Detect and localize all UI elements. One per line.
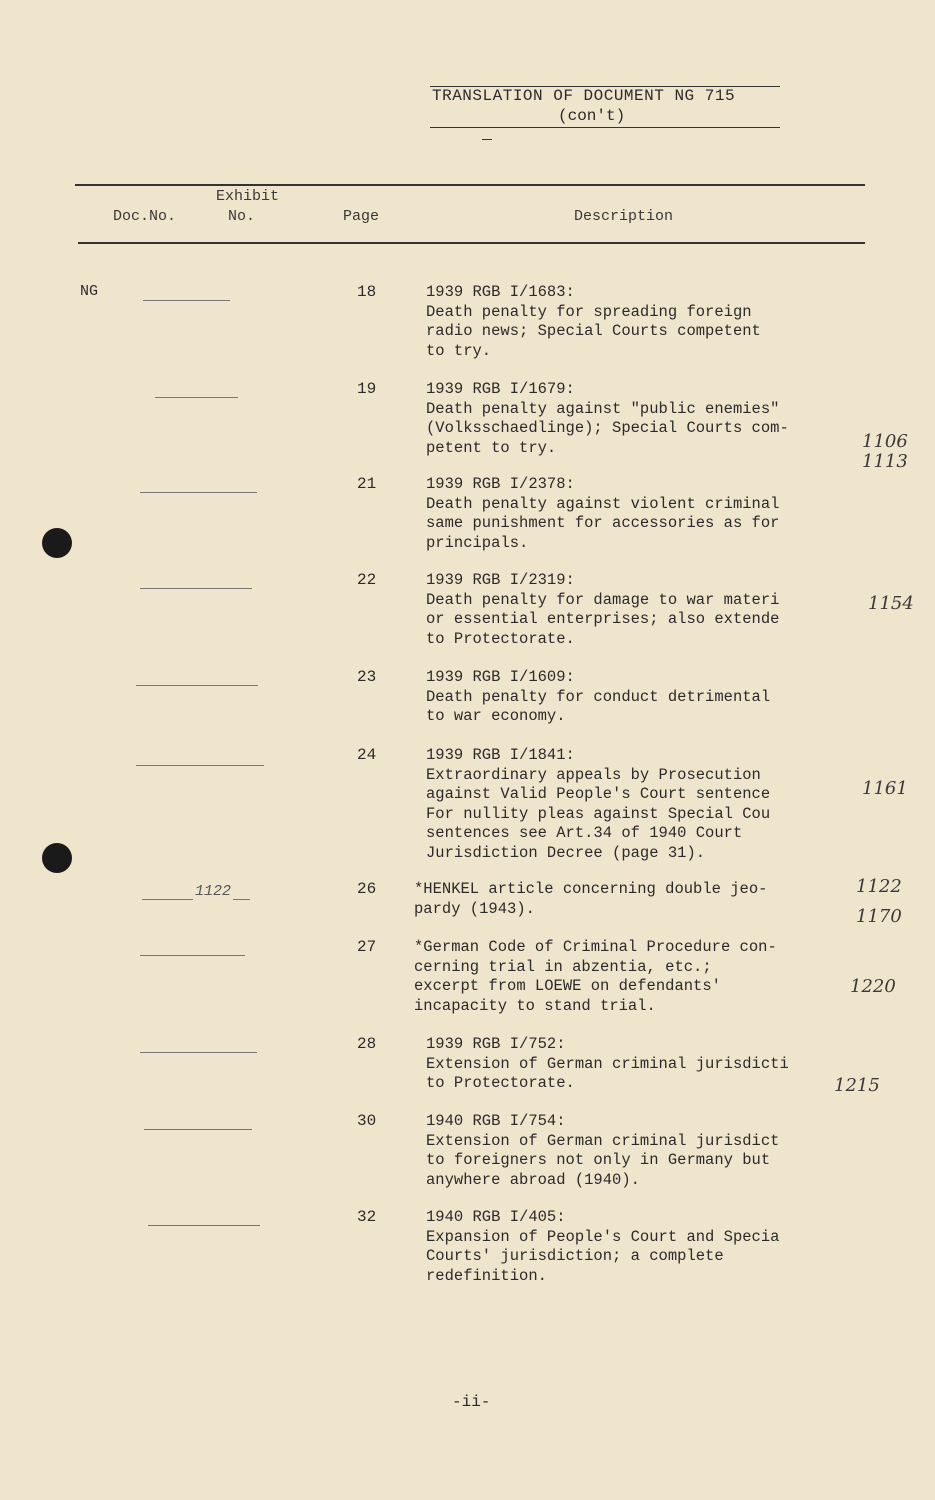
description-cell: 1939 RGB I/1609: Death penalty for conduct detrimental to war economy. — [426, 668, 771, 725]
punch-hole-lower — [42, 843, 72, 873]
description-cell: 1939 RGB I/2319: Death penalty for damage to war materi or essential enterprises; also extende to Protectorate. — [426, 571, 780, 648]
page-number-cell: 18 — [357, 283, 377, 301]
page-number-cell: 28 — [357, 1035, 377, 1053]
title-line-1: TRANSLATION OF DOCUMENT NG 715 — [432, 87, 736, 105]
handwritten-note: 1154 — [868, 593, 914, 614]
exhibit-handwritten-number: 1122 — [195, 883, 232, 900]
description-cell: 1939 RGB I/752: Extension of German criminal jurisdicti to Protectorate. — [426, 1035, 789, 1092]
handwritten-note: 1220 — [850, 976, 896, 997]
description-cell: *German Code of Criminal Procedure con- cerning trial in abzentia, etc.; excerpt from LOEWE on defendants' incapacity to stand trial. — [414, 938, 777, 1015]
description-cell: 1939 RGB I/1841: Extraordinary appeals by Prosecution against Valid People's Court sentence For nullity pleas against Special Cou sentences see Art.34 of 1940 Court Jurisdiction Decree (page 31). — [426, 746, 771, 862]
handwritten-note: 1215 — [834, 1075, 880, 1096]
page-number-cell: 23 — [357, 668, 377, 686]
page-number-cell: 22 — [357, 571, 377, 589]
description-cell: *HENKEL article concerning double jeo- pardy (1943). — [414, 880, 768, 918]
page-number-cell: 30 — [357, 1112, 377, 1130]
column-header-description: Description — [574, 208, 674, 225]
page-number-cell: 19 — [357, 380, 377, 398]
title-overline — [430, 86, 780, 87]
title-line-2: (con't) — [558, 107, 626, 125]
exhibit-blank-line — [144, 1129, 252, 1130]
exhibit-blank-line — [140, 492, 257, 493]
exhibit-blank-line — [136, 685, 258, 686]
column-header-page: Page — [343, 208, 380, 225]
description-cell: 1940 RGB I/754: Extension of German criminal jurisdict to foreigners not only in Germany but anywhere abroad (1940). — [426, 1112, 780, 1189]
exhibit-blank-line — [140, 955, 245, 956]
exhibit-blank-line — [140, 588, 252, 589]
column-header-exhibit-line-2: No. — [228, 208, 256, 225]
page-marker: -ii- — [452, 1393, 491, 1411]
title-underline — [430, 127, 780, 128]
exhibit-blank-line — [155, 397, 238, 398]
page-number-cell: 24 — [357, 746, 377, 764]
title-dash — [482, 139, 492, 140]
exhibit-blank-line — [143, 300, 230, 301]
handwritten-note: 1122 1170 — [856, 876, 902, 927]
page-number-cell: 26 — [357, 880, 377, 898]
page-number-cell: 32 — [357, 1208, 377, 1226]
column-header-doc-no: Doc.No. — [113, 208, 177, 225]
exhibit-blank-line — [148, 1225, 260, 1226]
doc-no-cell: NG — [80, 283, 99, 300]
description-cell: 1940 RGB I/405: Expansion of People's Court and Specia Courts' jurisdiction; a complete redefinition. — [426, 1208, 780, 1285]
punch-hole-upper — [42, 528, 72, 558]
column-header-exhibit-line-1: Exhibit — [216, 188, 280, 205]
page-number-cell: 21 — [357, 475, 377, 493]
exhibit-blank-line — [140, 1052, 257, 1053]
page-number-cell: 27 — [357, 938, 377, 956]
handwritten-note: 1161 — [862, 778, 908, 799]
document-title — [432, 86, 782, 126]
handwritten-note: 1106 1113 — [862, 431, 908, 472]
exhibit-blank-line — [136, 765, 264, 766]
table-top-rule — [75, 184, 865, 186]
description-cell: 1939 RGB I/2378: Death penalty against violent criminal same punishment for accessories as for principals. — [426, 475, 780, 552]
description-cell: 1939 RGB I/1679: Death penalty against "public enemies" (Volksschaedlinge); Special Courts com- petent to try. — [426, 380, 789, 457]
table-header-rule — [78, 242, 865, 244]
description-cell: 1939 RGB I/1683: Death penalty for spreading foreign radio news; Special Courts competent to try. — [426, 283, 761, 360]
